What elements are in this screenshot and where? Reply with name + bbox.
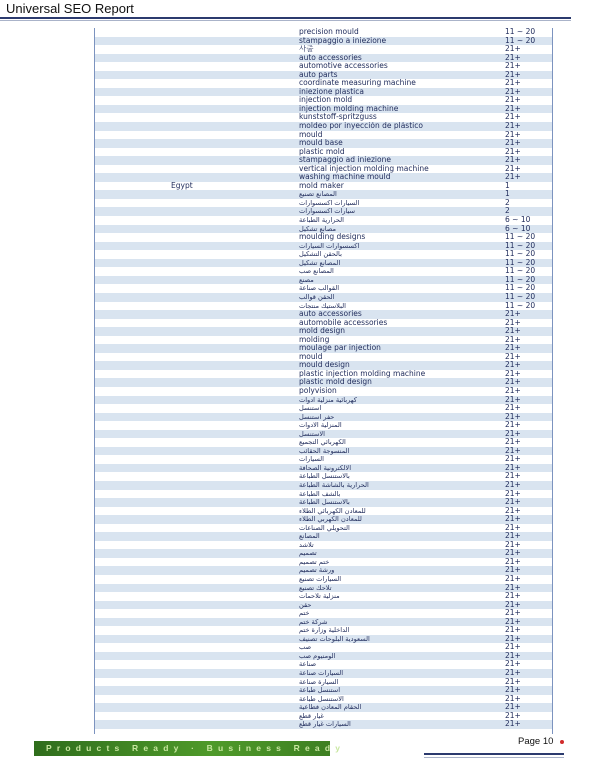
table-row (95, 96, 552, 105)
keyword-cell: injection molding machine (299, 104, 399, 113)
keyword-cell: mold maker (299, 181, 344, 190)
table-row (95, 643, 552, 652)
rank-cell: 6 ~ 10 (505, 216, 531, 225)
table-row (95, 62, 552, 71)
keyword-cell: سيارات اكسسوارات (299, 207, 356, 216)
keyword-cell: washing machine mould (299, 173, 391, 182)
keyword-cell: المصانع تصنيع (299, 190, 337, 199)
keyword-cell: حفر استنسل (299, 412, 335, 421)
keyword-cell: استنسل (299, 404, 322, 413)
rank-cell: 21+ (505, 156, 521, 165)
rank-cell: 21+ (505, 395, 521, 404)
table-row (95, 712, 552, 721)
header-divider-thin (0, 20, 571, 21)
rank-cell: 11 ~ 20 (505, 267, 536, 276)
rank-cell: 21+ (505, 472, 521, 481)
table-row (95, 165, 552, 174)
table-row (95, 284, 552, 293)
table-row (95, 447, 552, 456)
keyword-cell: كهربائية منزلية ادوات (299, 395, 357, 404)
keyword-cell: غيار قطع (299, 711, 324, 720)
keyword-cell: 사출 (299, 45, 314, 54)
rank-cell: 21+ (505, 515, 521, 524)
rank-cell: 21+ (505, 720, 521, 729)
keyword-cell: kunststoff-spritzguss (299, 113, 377, 122)
table-row (95, 310, 552, 319)
page-number: Page 10 (518, 736, 554, 747)
table-row (95, 302, 552, 311)
table-row (95, 695, 552, 704)
rank-cell: 11 ~ 20 (505, 275, 536, 284)
keyword-cell: بالحقن التشكيل (299, 250, 342, 259)
keyword-cell: للمعادن الكهربائي الطلاء (299, 506, 366, 515)
keyword-cell: بالشف الطباعة (299, 489, 341, 498)
keyword-cell: السيارات غيار قطع (299, 720, 351, 729)
rank-cell: 21+ (505, 378, 521, 387)
table-row (95, 472, 552, 481)
rank-cell: 21+ (505, 557, 521, 566)
keyword-cell: تلاشد (299, 540, 314, 549)
keyword-cell: mould design (299, 361, 350, 370)
keyword-cell: السيارات تصنيع (299, 575, 342, 583)
keyword-cell: السيارات صناعة (299, 669, 344, 678)
footer-slogan: Products Ready · Business Ready (46, 743, 346, 753)
table-row (95, 524, 552, 533)
table-row (95, 242, 552, 251)
table-row (95, 558, 552, 567)
keyword-cell: اكسسوارات السيارات (299, 241, 360, 250)
rank-cell: 21+ (505, 62, 521, 71)
keyword-cell: الالكترونية الصحافة (299, 463, 352, 472)
rank-cell: 21+ (505, 660, 521, 669)
report-title: Universal SEO Report (6, 1, 134, 16)
keyword-cell: vertical injection molding machine (299, 164, 429, 173)
rank-cell: 21+ (505, 455, 521, 464)
rank-cell: 21+ (505, 318, 521, 327)
table-row (95, 344, 552, 353)
table-row (95, 190, 552, 199)
table-row (95, 592, 552, 601)
rank-cell: 21+ (505, 173, 521, 182)
table-row (95, 660, 552, 669)
keyword-cell: القوالب صناعة (299, 284, 340, 293)
keyword-cell: تصميم (299, 549, 317, 558)
table-row (95, 225, 552, 234)
rank-cell: 21+ (505, 361, 521, 370)
rank-cell: 21+ (505, 566, 521, 575)
rank-cell: 21+ (505, 429, 521, 438)
keyword-cell: stampaggio ad iniezione (299, 156, 391, 165)
keyword-cell: coordinate measuring machine (299, 79, 416, 88)
keyword-cell: السيارة صناعة (299, 677, 339, 686)
rank-cell: 21+ (505, 446, 521, 455)
keyword-cell: ختم تصميم (299, 557, 330, 566)
keyword-cell: البلاستيك منتجات (299, 301, 346, 310)
keyword-cell: polyvision (299, 386, 337, 395)
rank-cell: 21+ (505, 489, 521, 498)
table-row (95, 267, 552, 276)
rank-cell: 21+ (505, 369, 521, 378)
table-row (95, 71, 552, 80)
keyword-cell: mould (299, 352, 323, 361)
rank-cell: 21+ (505, 164, 521, 173)
rank-cell: 21+ (505, 634, 521, 643)
table-row (95, 515, 552, 524)
keyword-cell: mould (299, 130, 323, 139)
table-row (95, 507, 552, 516)
table-row (95, 88, 552, 97)
rank-cell: 2 (505, 198, 510, 207)
rank-cell: 21+ (505, 651, 521, 660)
keyword-cell: الاستنسل (299, 429, 325, 438)
keyword-cell: الكهربائي التجميع (299, 438, 346, 447)
keyword-cell: صب (299, 643, 312, 652)
rank-cell: 21+ (505, 617, 521, 626)
keyword-cell: plastic mold (299, 147, 345, 156)
rank-cell: 21+ (505, 549, 521, 558)
rank-cell: 21+ (505, 498, 521, 507)
keyword-cell: automotive accessories (299, 62, 388, 71)
keyword-cell: المصانع صب (299, 267, 334, 276)
keyword-cell: الحقن قوالب (299, 292, 335, 301)
rank-cell: 21+ (505, 335, 521, 344)
keyword-cell: auto accessories (299, 310, 362, 319)
table-row (95, 703, 552, 712)
country-cell: Egypt (171, 181, 193, 190)
table-row (95, 199, 552, 208)
table-row (95, 361, 552, 370)
keyword-cell: mold design (299, 327, 346, 336)
table-row (95, 421, 552, 430)
table-row (95, 584, 552, 593)
rank-cell: 21+ (505, 480, 521, 489)
keyword-cell: auto accessories (299, 53, 362, 62)
table-row (95, 207, 552, 216)
rank-cell: 21+ (505, 147, 521, 156)
table-row (95, 156, 552, 165)
table-row (95, 720, 552, 729)
table-row (95, 618, 552, 627)
keyword-cell: الحرارية بالشاشة الطباعة (299, 480, 369, 489)
rank-cell: 21+ (505, 421, 521, 430)
rank-cell: 21+ (505, 694, 521, 703)
rank-cell: 21+ (505, 463, 521, 472)
table-row (95, 549, 552, 558)
rank-cell: 21+ (505, 104, 521, 113)
table-row (95, 276, 552, 285)
keyword-cell: المصانع (299, 532, 320, 541)
rank-cell: 21+ (505, 327, 521, 336)
table-row (95, 139, 552, 148)
rank-cell: 6 ~ 10 (505, 224, 531, 233)
header-divider (0, 17, 571, 19)
rank-cell: 21+ (505, 686, 521, 695)
table-row (95, 387, 552, 396)
keyword-cell: بالاستنسل الطباعة (299, 498, 350, 507)
rank-cell: 21+ (505, 113, 521, 122)
keyword-cell: plastic injection molding machine (299, 369, 426, 378)
keyword-cell: automobile accessories (299, 318, 388, 327)
table-row (95, 438, 552, 447)
table-row (95, 319, 552, 328)
rank-cell: 11 ~ 20 (505, 292, 536, 301)
table-row (95, 609, 552, 618)
table-row (95, 105, 552, 114)
table-row (95, 396, 552, 405)
table-row (95, 601, 552, 610)
table-row (95, 131, 552, 140)
rank-cell: 11 ~ 20 (505, 284, 536, 293)
rank-cell: 21+ (505, 669, 521, 678)
rank-cell: 11 ~ 20 (505, 301, 536, 310)
rank-cell: 21+ (505, 711, 521, 720)
footer-divider (424, 753, 564, 755)
rank-cell: 21+ (505, 53, 521, 62)
rank-cell: 21+ (505, 87, 521, 96)
rank-cell: 21+ (505, 344, 521, 353)
keyword-cell: الحقام المعادن فطاعية (299, 703, 362, 712)
keyword-cell: حقن (299, 600, 312, 609)
rank-cell: 21+ (505, 386, 521, 395)
keyword-cell: stampaggio a iniezione (299, 36, 387, 45)
rank-cell: 21+ (505, 532, 521, 541)
table-row (95, 498, 552, 507)
footer-banner (34, 741, 346, 756)
keyword-cell: المنزلية الادوات (299, 421, 342, 430)
rank-cell: 21+ (505, 677, 521, 686)
table-row (95, 455, 552, 464)
table-row (95, 233, 552, 242)
table-row (95, 678, 552, 687)
keyword-cell: الومنيوم صب (299, 651, 336, 660)
rank-cell: 1 (505, 190, 510, 199)
table-row (95, 378, 552, 387)
keyword-cell: auto parts (299, 70, 338, 79)
keyword-cell: السيارات اكسسوارات (299, 198, 360, 207)
table-row (95, 669, 552, 678)
table-row (95, 575, 552, 584)
table-row (95, 122, 552, 131)
keyword-ranking-table (94, 28, 553, 734)
table-row (95, 464, 552, 473)
rank-cell: 21+ (505, 523, 521, 532)
rank-cell: 1 (505, 181, 510, 190)
rank-cell: 21+ (505, 79, 521, 88)
rank-cell: 21+ (505, 609, 521, 618)
keyword-cell: moulage par injection (299, 344, 381, 353)
table-row (95, 293, 552, 302)
keyword-cell: precision mould (299, 28, 359, 36)
keyword-cell: التحويلي الصناعات (299, 523, 350, 532)
keyword-cell: صناعة (299, 660, 317, 669)
keyword-cell: منزلية تلاحمات (299, 592, 340, 601)
keyword-cell: الداخلية وزارة ختم (299, 626, 350, 635)
table-row (95, 45, 552, 54)
table-row (95, 37, 552, 46)
rank-cell: 21+ (505, 412, 521, 421)
rank-cell: 21+ (505, 310, 521, 319)
footer-divider-thin (424, 757, 564, 758)
table-row (95, 79, 552, 88)
rank-cell: 11 ~ 20 (505, 258, 536, 267)
table-row (95, 490, 552, 499)
rank-cell: 21+ (505, 600, 521, 609)
keyword-cell: mould base (299, 139, 343, 148)
keyword-cell: مصانع تشكيل (299, 224, 337, 233)
keyword-cell: مصنع (299, 275, 314, 284)
table-row (95, 353, 552, 362)
table-row (95, 54, 552, 63)
page-bullet-icon (560, 740, 564, 744)
keyword-cell: شركة ختم (299, 617, 328, 626)
table-row (95, 541, 552, 550)
keyword-cell: molding (299, 335, 330, 344)
rank-cell: 21+ (505, 643, 521, 652)
keyword-cell: ختم (299, 609, 310, 618)
table-row (95, 148, 552, 157)
keyword-cell: المنسوجة الحقائب (299, 446, 350, 455)
rank-cell: 11 ~ 20 (505, 250, 536, 259)
rank-cell: 21+ (505, 540, 521, 549)
table-row (95, 635, 552, 644)
keyword-cell: السيارات (299, 455, 324, 464)
rank-cell: 21+ (505, 703, 521, 712)
table-row (95, 626, 552, 635)
table-row (95, 28, 552, 37)
table-row (95, 532, 552, 541)
rank-cell: 21+ (505, 404, 521, 413)
table-row (95, 216, 552, 225)
rank-cell: 21+ (505, 626, 521, 635)
keyword-cell: بالاستنسل الطباعة (299, 472, 350, 481)
rank-cell: 21+ (505, 70, 521, 79)
table-row (95, 336, 552, 345)
rank-cell: 21+ (505, 45, 521, 54)
table-row (95, 327, 552, 336)
keyword-cell: moulding designs (299, 233, 366, 242)
rank-cell: 21+ (505, 592, 521, 601)
keyword-cell: تلاحك تصنيع (299, 583, 332, 592)
keyword-cell: استنسل طباعة (299, 686, 341, 695)
table-row (95, 430, 552, 439)
table-row (95, 566, 552, 575)
keyword-cell: plastic mold design (299, 378, 372, 387)
rank-cell: 21+ (505, 438, 521, 447)
keyword-cell: moldeo por inyección de plástico (299, 122, 423, 131)
rank-cell: 11 ~ 20 (505, 233, 536, 242)
table-row (95, 404, 552, 413)
table-row (95, 413, 552, 422)
keyword-cell: injection mold (299, 96, 353, 105)
keyword-cell: الاستنسل طباعة (299, 694, 344, 703)
keyword-cell: السعودية البلوحات تصنيف (299, 634, 370, 643)
table-row (95, 182, 552, 191)
keyword-cell: الحرارية الطباعة (299, 216, 344, 225)
keyword-cell: للمعادن الكهربي الطلاء (299, 515, 362, 524)
rank-cell: 11 ~ 20 (505, 36, 536, 45)
table-row (95, 686, 552, 695)
rank-cell: 21+ (505, 575, 521, 583)
rank-cell: 21+ (505, 122, 521, 131)
table-row (95, 259, 552, 268)
rank-cell: 11 ~ 20 (505, 241, 536, 250)
keyword-cell: ورشة تصميم (299, 566, 335, 575)
rank-cell: 21+ (505, 139, 521, 148)
rank-cell: 21+ (505, 506, 521, 515)
table-row (95, 250, 552, 259)
keyword-cell: المصانع تشكيل (299, 258, 341, 267)
table-row (95, 370, 552, 379)
rank-cell: 21+ (505, 96, 521, 105)
table-row (95, 481, 552, 490)
keyword-cell: iniezione plastica (299, 87, 364, 96)
rank-cell: 21+ (505, 583, 521, 592)
table-row (95, 173, 552, 182)
rank-cell: 21+ (505, 130, 521, 139)
rank-cell: 21+ (505, 352, 521, 361)
table-row (95, 113, 552, 122)
rank-cell: 11 ~ 20 (505, 28, 536, 36)
rank-cell: 2 (505, 207, 510, 216)
table-row (95, 652, 552, 661)
